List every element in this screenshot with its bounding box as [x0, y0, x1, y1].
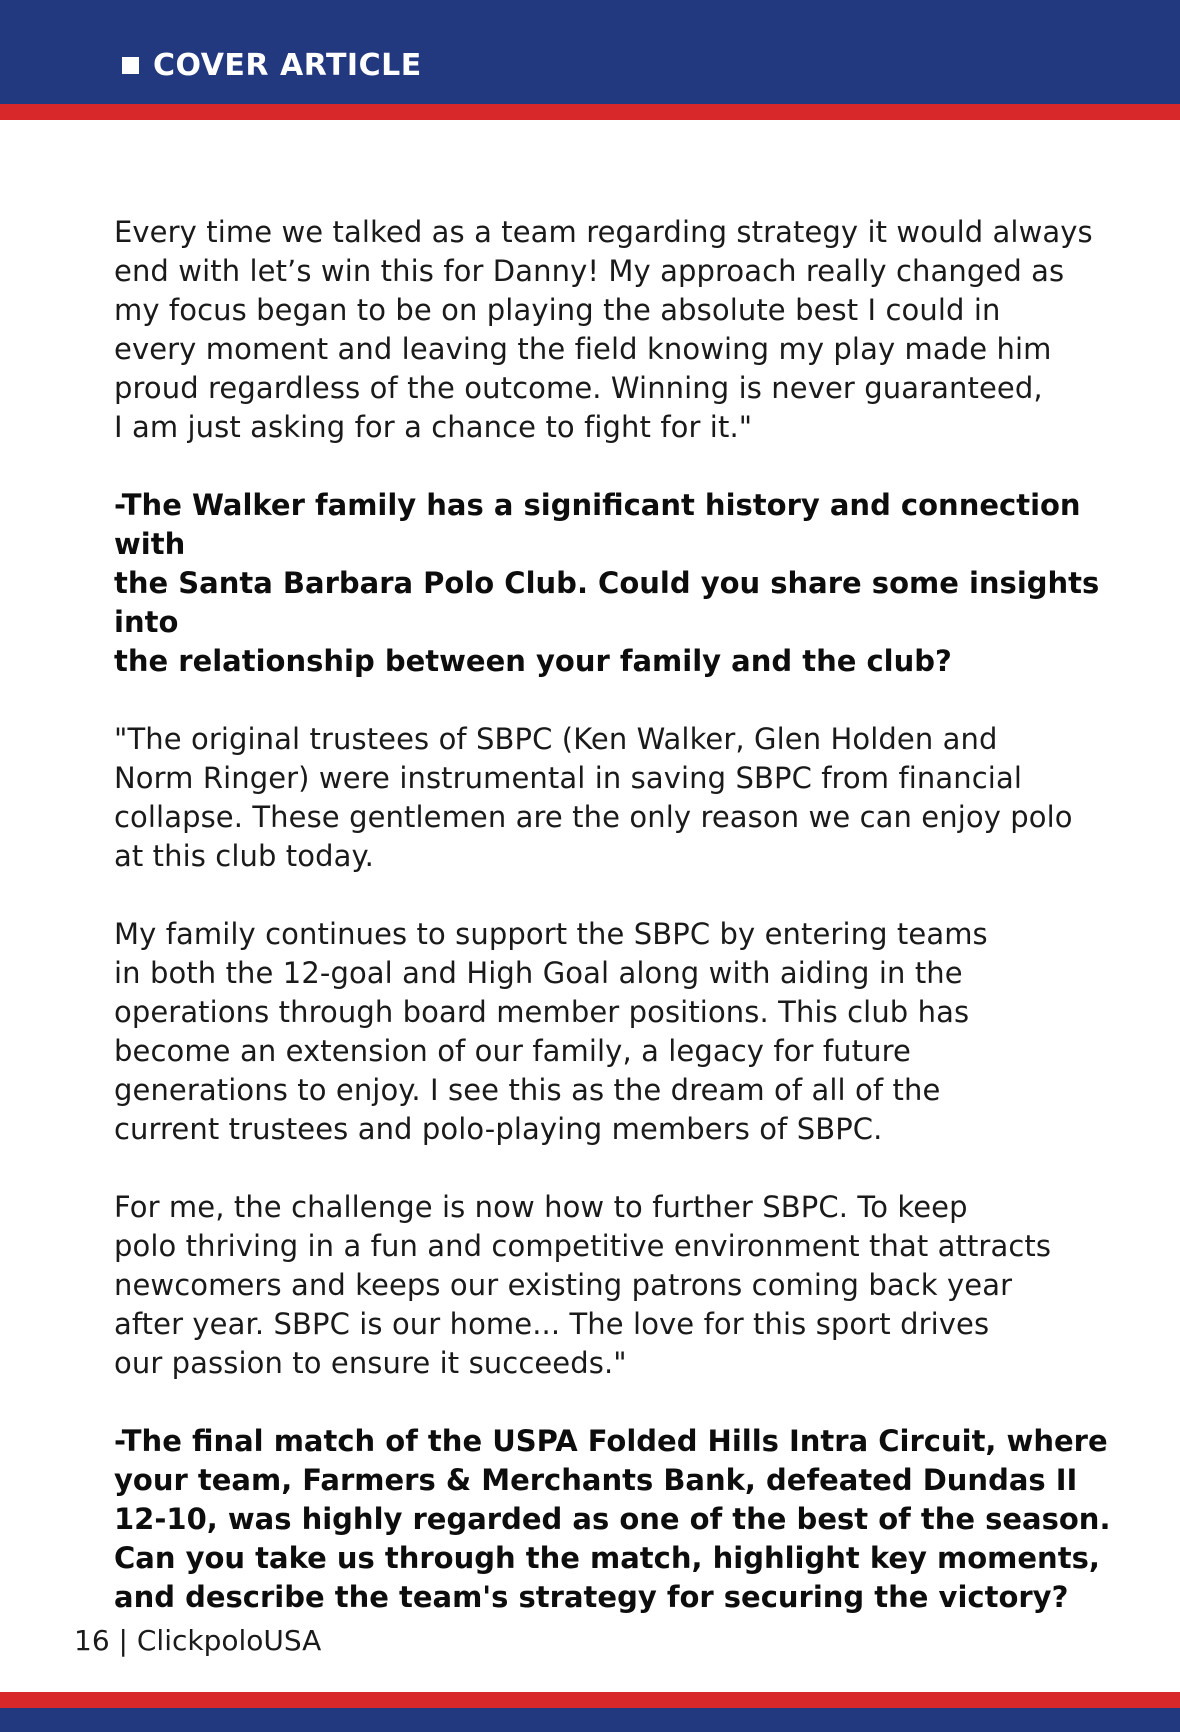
interview-question-2: -The final match of the USPA Folded Hills Intra Circuit, where your team, Farmers & Merchants Bank, defeated Dundas II 12-10, was highly regarded as one of the best of the season. Can you take us through the match, highlight key moments, and describe the team's strategy for securing the victory? [114, 1424, 1111, 1614]
article-body [114, 213, 1134, 1617]
article-paragraph-1: Every time we talked as a team regarding strategy it would always end with let’s win this for Danny! My approach really changed as my focus began to be on playing the absolute best I could in every moment and leaving the field knowing my play made him proud regardless of the outcome. Winning is never guaranteed, I am just asking for a chance to fight for it." [114, 215, 1093, 444]
header-stripe [0, 104, 1180, 120]
article-paragraph-3: My family continues to support the SBPC by entering teams in both the 12-goal and High Goal along with aiding in the operations through board member positions. This club has become an extension of our family, a legacy for future generations to enjoy. I see this as the dream of all of the current trustees and polo-playing members of SBPC. [114, 917, 988, 1146]
footer-bar [0, 1708, 1180, 1732]
interview-question-1: -The Walker family has a significant history and connection with the Santa Barbara Polo Club. Could you share some insights into the relationship between your family and the club? [114, 488, 1100, 678]
page-number-footer: 16 | ClickpoloUSA [74, 1624, 322, 1657]
article-paragraph-4: For me, the challenge is now how to further SBPC. To keep polo thriving in a fun and competitive environment that attracts newcomers and keeps our existing patrons coming back year after year. SBPC is our home... The love for this sport drives our passion to ensure it succeeds." [114, 1190, 1052, 1380]
square-bullet-icon [122, 57, 139, 74]
section-label [122, 48, 422, 83]
footer-stripe [0, 1692, 1180, 1708]
article-paragraph-2: "The original trustees of SBPC (Ken Walker, Glen Holden and Norm Ringer) were instrumental in saving SBPC from financial collapse. These gentlemen are the only reason we can enjoy polo at this club today. [114, 722, 1073, 873]
section-label-text: COVER ARTICLE [153, 48, 422, 83]
